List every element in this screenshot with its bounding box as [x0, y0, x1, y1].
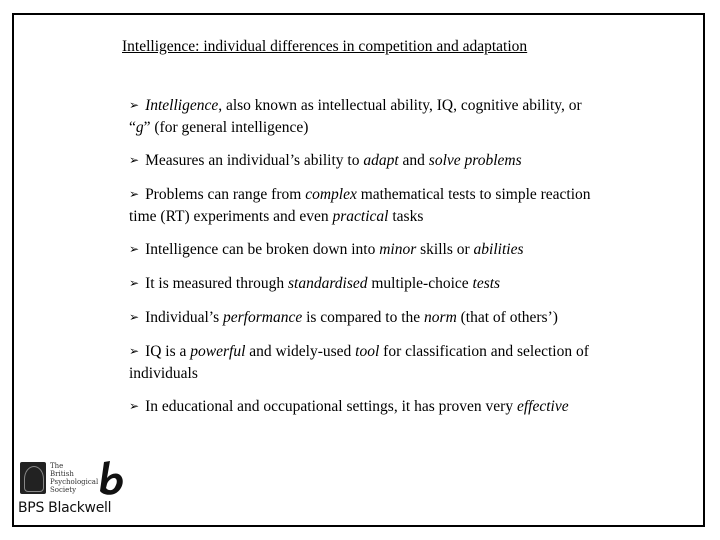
bullet-text: tests [472, 275, 501, 292]
bullet-text: IQ is a [145, 343, 191, 360]
bps-blackwell-logo [14, 460, 124, 522]
bullet-item [129, 95, 599, 138]
society-line: Society [50, 486, 77, 494]
bullet-text: multiple-choice [367, 275, 473, 292]
bullet-text: mathematical tests to simple reaction time (RT) experiments and even [129, 186, 591, 225]
bullet-text: (that of others’) [456, 309, 558, 326]
bullet-text: effective [516, 398, 569, 415]
arrow-bullet-icon: ➢ [129, 310, 140, 324]
bullet-item [129, 150, 599, 172]
arrow-bullet-icon: ➢ [129, 242, 140, 256]
bullet-text: tool [355, 343, 380, 360]
society-line: British [50, 470, 74, 478]
bullet-text: In educational and occupational settings, it has proven very [145, 398, 517, 415]
bullet-text: Intelligence can be broken down into [145, 241, 380, 258]
bullet-text: norm [424, 309, 457, 326]
bullet-item [129, 273, 599, 295]
society-crest-icon [20, 462, 46, 494]
bullet-text: adapt [363, 152, 399, 169]
bullet-text: practical [332, 208, 389, 225]
bullet-text: Intelligence [145, 97, 219, 114]
bullet-text: abilities [473, 241, 524, 258]
bullet-text: and [398, 152, 429, 169]
bullet-text: It is measured through [145, 275, 288, 292]
arrow-bullet-icon: ➢ [129, 344, 140, 358]
bullet-text: powerful [190, 343, 246, 360]
bullet-text: standardised [287, 275, 368, 292]
bullet-list [129, 95, 599, 430]
society-line: The [50, 462, 64, 470]
arrow-bullet-icon: ➢ [129, 276, 140, 290]
arrow-bullet-icon: ➢ [129, 399, 140, 413]
bullet-item [129, 396, 599, 418]
bullet-text: complex [305, 186, 357, 203]
brand-name: BPS Blackwell [18, 500, 112, 516]
bullet-text: minor [379, 241, 417, 258]
bullet-text: for classification and selection of individuals [129, 343, 589, 382]
society-name [50, 462, 99, 494]
bullet-text: solve problems [428, 152, 522, 169]
bullet-item [129, 341, 599, 384]
slide-title: Intelligence: individual differences in competition and adaptation [122, 38, 528, 55]
bullet-item [129, 184, 599, 227]
bullet-text: is compared to the [302, 309, 425, 326]
society-line: Psychological [50, 478, 99, 486]
arrow-bullet-icon: ➢ [129, 187, 140, 201]
bullet-text: tasks [388, 208, 424, 225]
bullet-item [129, 239, 599, 261]
bullet-text: and widely-used [245, 343, 356, 360]
bullet-text: ” (for general intelligence) [143, 119, 309, 136]
bullet-text: Problems can range from [145, 186, 306, 203]
bullet-text: , also known as intellectual ability, IQ, cognitive ability, or “ [129, 97, 582, 136]
arrow-bullet-icon: ➢ [129, 153, 140, 167]
bullet-text: Measures an individual’s ability to [145, 152, 364, 169]
bullet-text: Individual’s [145, 309, 223, 326]
arrow-bullet-icon: ➢ [129, 98, 140, 112]
blackwell-b-icon [94, 460, 128, 496]
bullet-text: skills or [416, 241, 474, 258]
bullet-text: performance [223, 309, 303, 326]
bullet-text: g [135, 119, 144, 136]
bullet-item [129, 307, 599, 329]
